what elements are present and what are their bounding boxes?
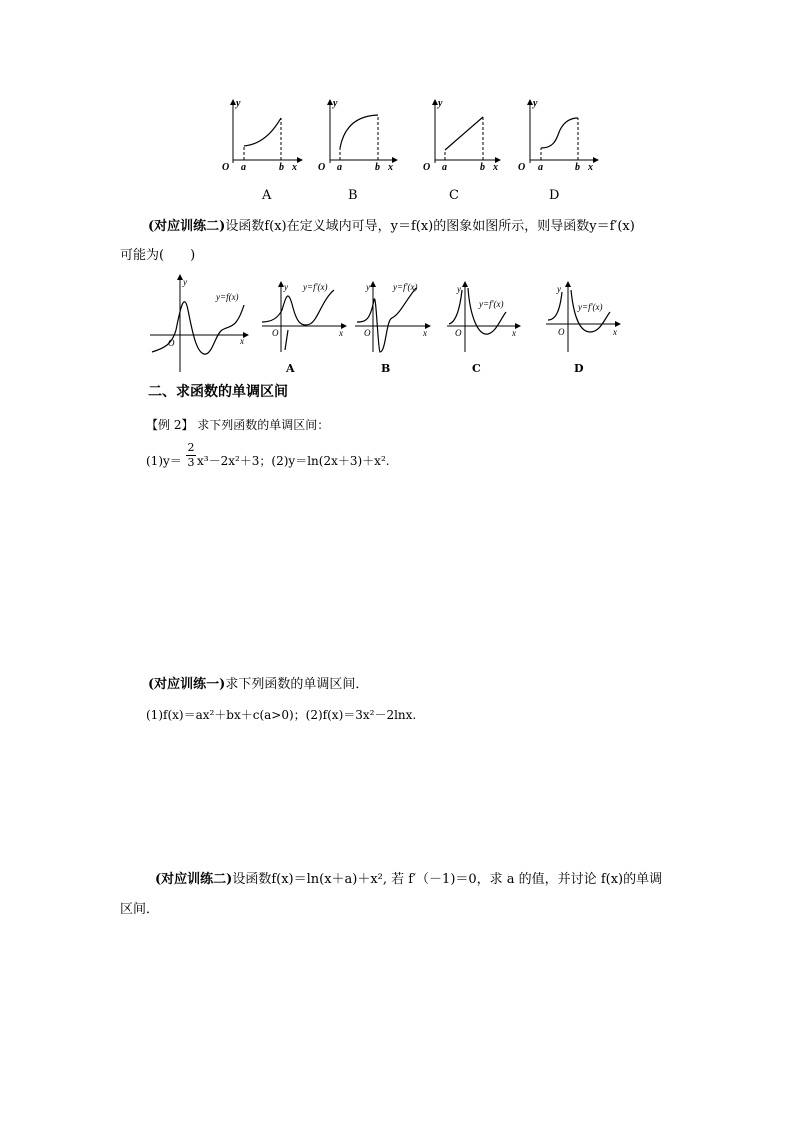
main-graph-label: y=f(x) <box>216 292 239 302</box>
example2-part1-rest: x³－2x²＋3；(2)y＝ln(2x＋3)＋x². <box>197 454 390 468</box>
graph-row-top <box>0 0 794 210</box>
example2-part1-prefix: (1)y＝ <box>146 454 182 468</box>
graph-original-function <box>150 275 248 372</box>
graph-top-a <box>222 98 302 173</box>
exercise2-bottom-line1 <box>155 871 662 889</box>
svg-text:x: x <box>240 336 244 346</box>
svg-text:y: y <box>333 98 338 109</box>
graph-top-b <box>318 98 397 173</box>
exercise2-top-line1 <box>148 218 635 236</box>
svg-text:a: a <box>442 162 447 173</box>
exercise2-top-text: 设函数f(x)在定义域内可导，y＝f(x)的图象如图所示，则导函数y＝f′(x) <box>225 219 635 234</box>
graph-derivative-c <box>447 282 520 352</box>
svg-text:O: O <box>318 162 326 173</box>
svg-text:O: O <box>168 338 175 348</box>
svg-text:y=f′(x): y=f′(x) <box>393 282 418 292</box>
svg-text:O: O <box>558 327 565 337</box>
svg-text:x: x <box>423 328 427 338</box>
svg-text:O: O <box>364 328 371 338</box>
graph-derivative-label-c: C <box>472 362 481 375</box>
svg-text:b: b <box>375 162 380 173</box>
graph-top-label-d: D <box>549 188 560 203</box>
graph-top-label-a: A <box>262 188 272 203</box>
svg-text:x: x <box>339 328 343 338</box>
svg-text:b: b <box>480 162 485 173</box>
svg-text:x: x <box>493 162 498 173</box>
svg-text:y: y <box>557 284 561 294</box>
svg-text:a: a <box>241 162 246 173</box>
svg-text:O: O <box>222 162 230 173</box>
graph-top-a-y-label: y <box>236 98 241 109</box>
svg-text:O: O <box>272 328 279 338</box>
svg-text:x: x <box>588 162 593 173</box>
svg-text:y=f′(x): y=f′(x) <box>303 282 328 292</box>
graph-row-derivative <box>0 268 794 388</box>
graph-derivative-label-b: B <box>381 362 391 375</box>
exercise2-top-line2: 可能为( ) <box>120 248 196 263</box>
svg-text:y: y <box>457 284 461 294</box>
graph-derivative-a <box>262 282 346 352</box>
exercise1-prefix: (对应训练一) <box>148 677 226 692</box>
graph-top-label-c: C <box>449 188 459 203</box>
exercise1-line1 <box>148 676 368 694</box>
svg-text:a: a <box>337 162 342 173</box>
svg-text:y: y <box>533 98 538 109</box>
graph-derivative-label-a: A <box>286 362 295 375</box>
fraction-numerator: 2 <box>187 441 195 454</box>
graph-derivative-b <box>355 282 430 352</box>
exercise2-top-prefix: (对应训练二) <box>148 219 226 234</box>
exercise2-bottom-prefix: (对应训练二) <box>155 872 233 887</box>
graph-top-label-b: B <box>348 188 358 203</box>
svg-text:O: O <box>518 162 526 173</box>
example2-text: 求下列函数的单调区间： <box>197 418 330 432</box>
svg-text:y=f′(x): y=f′(x) <box>479 299 504 309</box>
section-heading: 二、求函数的单调区间 <box>148 384 288 400</box>
svg-text:y: y <box>438 98 443 109</box>
svg-text:y: y <box>366 282 370 292</box>
exercise2-bottom-line2: 区间． <box>120 902 160 917</box>
svg-text:y=f′(x): y=f′(x) <box>578 302 603 312</box>
graph-derivative-label-d: D <box>574 362 584 375</box>
svg-text:y: y <box>183 277 187 287</box>
exercise2-bottom-text: 设函数f(x)＝ln(x＋a)＋x², 若 f′（－1)＝0，求 a 的值，并讨论 f(x)的单调 <box>232 872 663 887</box>
svg-text:y: y <box>284 282 288 292</box>
svg-text:O: O <box>423 162 431 173</box>
example2-tag: 【例 2】 <box>146 418 194 432</box>
svg-text:x: x <box>613 327 617 337</box>
graph-derivative-d <box>546 282 620 352</box>
svg-text:b: b <box>279 162 284 173</box>
exercise1-text: 求下列函数的单调区间． <box>225 677 369 692</box>
exercise1-line2: (1)f(x)＝ax²＋bx＋c(a>0)；(2)f(x)＝3x²－2lnx. <box>146 708 417 722</box>
svg-text:b: b <box>575 162 580 173</box>
svg-text:x: x <box>388 162 393 173</box>
svg-text:a: a <box>538 162 543 173</box>
graph-top-c <box>423 98 500 173</box>
graph-top-d <box>518 98 598 173</box>
svg-text:O: O <box>455 328 462 338</box>
svg-text:x: x <box>292 162 297 173</box>
example2-line1 <box>146 416 329 434</box>
fraction-denominator: 3 <box>187 456 195 469</box>
svg-text:x: x <box>512 328 516 338</box>
example2-fraction <box>186 442 196 469</box>
